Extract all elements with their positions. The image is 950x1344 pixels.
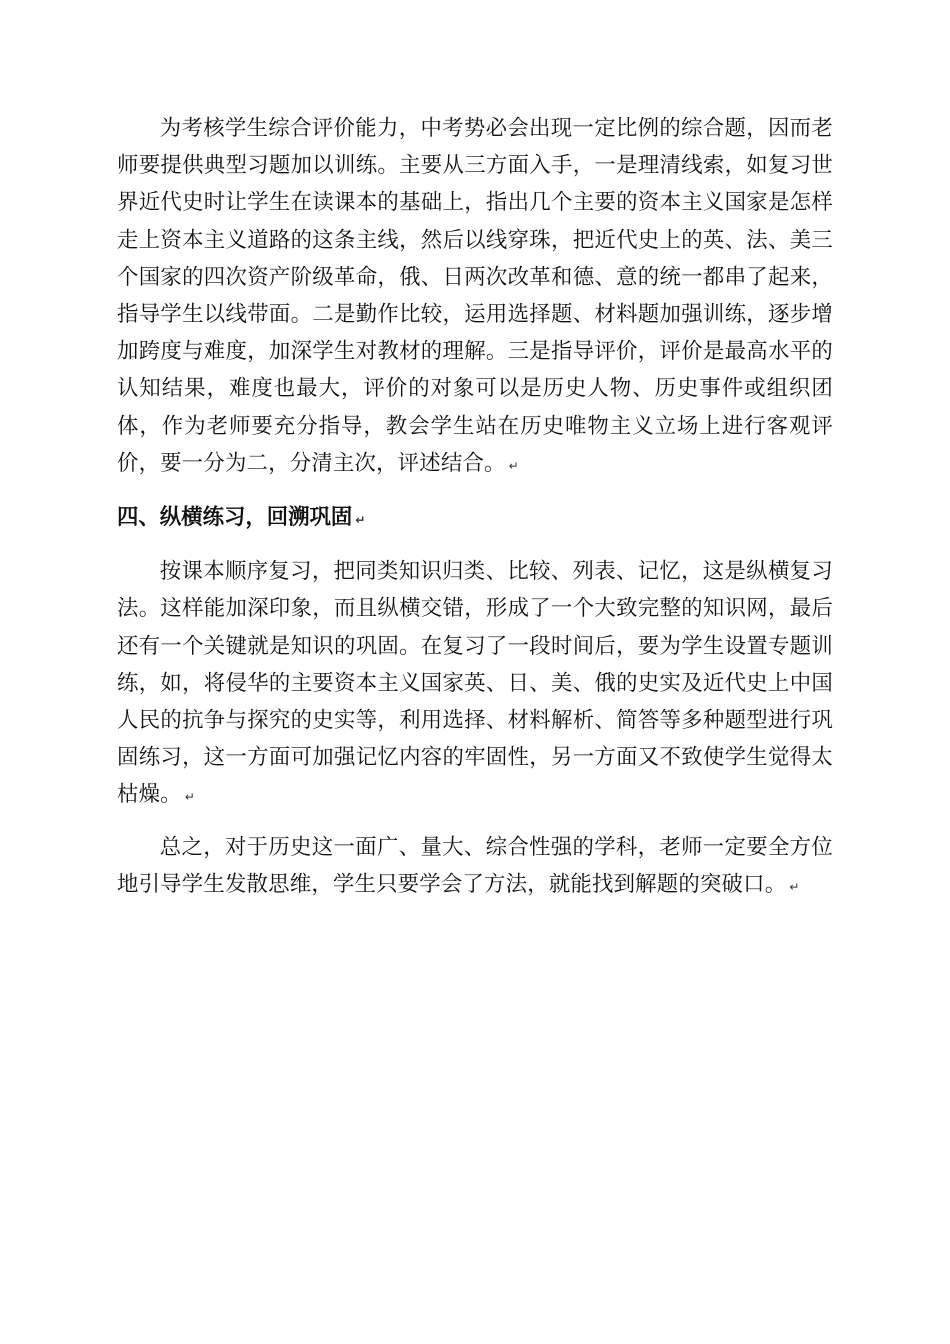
paragraph-mark-icon: ↵ <box>789 879 800 894</box>
paragraph-mark-icon: ↵ <box>355 513 366 528</box>
paragraph-conclusion <box>117 829 833 906</box>
paragraph-mark-icon: ↵ <box>184 790 196 805</box>
paragraph-text: 总之，对于历史这一面广、量大、综合性强的学科，老师一定要全方位地引导学生发散思维，学生只要学会了方法，就能找到解题的突破口。 <box>117 834 833 897</box>
paragraph-evaluation <box>117 110 833 485</box>
paragraph-mark-icon: ↵ <box>508 458 519 473</box>
paragraph-review-method <box>117 553 833 816</box>
document-page <box>117 110 833 906</box>
paragraph-text: 按课本顺序复习，把同类知识归类、比较、列表、记忆，这是纵横复习法。这样能加深印象，而且纵横交错，形成了一个大致完整的知识网，最后还有一个关键就是知识的巩固。在复习了一段时间后，要为学生设置专题训练，如，将侵华的主要资本主义国家英、日、美、俄的史实及近代史上中国人民的抗争与探究的史实等，利用选择、材料解析、简答等多种题型进行巩固练习，这一方面可加强记忆内容的牢固性，另一方面又不致使学生觉得太枯燥。 <box>117 559 833 808</box>
heading-text: 四、纵横练习，回溯巩固 <box>117 505 353 531</box>
section-heading <box>117 499 833 539</box>
paragraph-text: 为考核学生综合评价能力，中考势必会出现一定比例的综合题，因而老师要提供典型习题加以训练。主要从三方面入手，一是理清线索，如复习世界近代史时让学生在读课本的基础上，指出几个主要的资本主义国家是怎样走上资本主义道路的这条主线，然后以线穿珠，把近代史上的英、法、美三个国家的四次资产阶级革命，俄、日两次改革和德、意的统一都串了起来，指导学生以线带面。二是勤作比较，运用选择题、材料题加强训练，逐步增加跨度与难度，加深学生对教材的理解。三是指导评价，评价是最高水平的认知结果，难度也最大，评价的对象可以是历史人物、历史事件或组织团体，作为老师要充分指导，教会学生站在历史唯物主义立场上进行客观评价，要一分为二，分清主次，评述结合。 <box>117 116 833 476</box>
